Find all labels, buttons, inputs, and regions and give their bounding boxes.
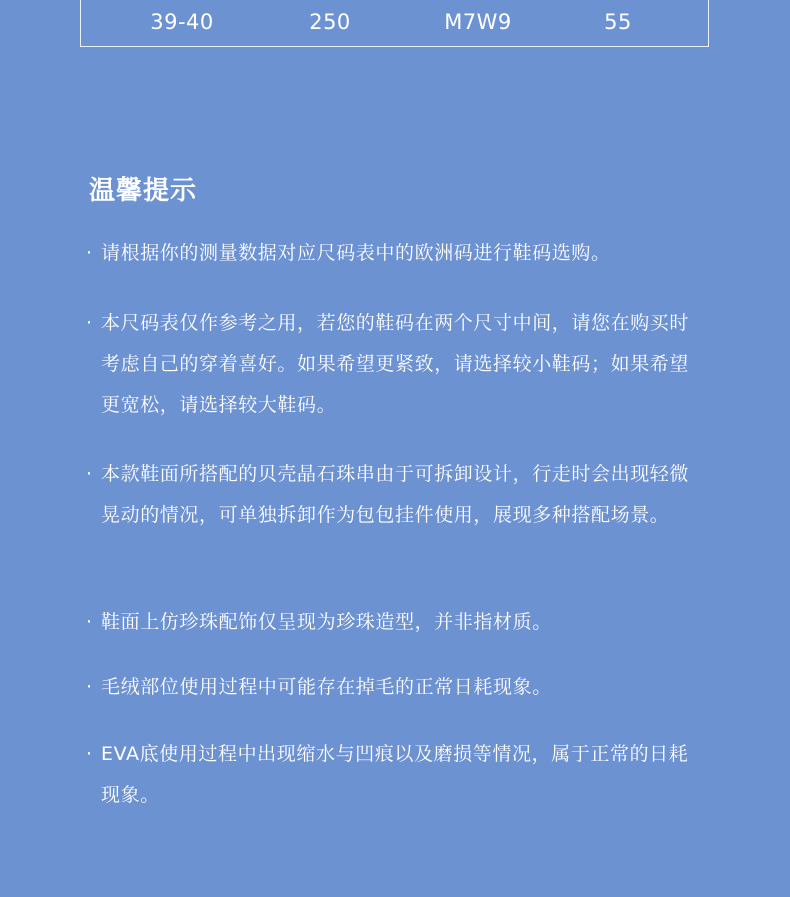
table-row: [81, 5, 708, 39]
bullet: ·: [86, 312, 93, 334]
tip-text: 本款鞋面所搭配的贝壳晶石珠串由于可拆卸设计，行走时会出现轻微晃动的情况，可单独拆卸作为包包挂件使用，展现多种搭配场景。: [101, 463, 690, 526]
tip-text: 请根据你的测量数据对应尺码表中的欧洲码进行鞋码选购。: [101, 242, 611, 264]
size-cell-value: 55: [604, 10, 632, 34]
size-table: [80, 0, 709, 47]
tip-text: 毛绒部位使用过程中可能存在掉毛的正常日耗现象。: [101, 676, 552, 698]
bullet: ·: [86, 743, 93, 765]
tip-item: [86, 602, 706, 643]
tip-text: 鞋面上仿珍珠配饰仅呈现为珍珠造型，并非指材质。: [101, 611, 552, 633]
tip-item: [86, 454, 706, 536]
bullet: ·: [86, 676, 93, 698]
size-cell-us-size: M7W9: [444, 10, 512, 34]
tip-item: [86, 667, 706, 708]
tip-item: [86, 233, 706, 274]
bullet: ·: [86, 463, 93, 485]
tip-text: EVA底使用过程中出现缩水与凹痕以及磨损等情况，属于正常的日耗现象。: [101, 743, 689, 806]
tip-item: [86, 734, 706, 816]
bullet: ·: [86, 611, 93, 633]
bullet: ·: [86, 242, 93, 264]
tip-item: [86, 303, 706, 426]
size-cell-foot-length: 250: [309, 10, 351, 34]
tips-title: 温馨提示: [89, 176, 198, 206]
tip-text: 本尺码表仅作参考之用，若您的鞋码在两个尺寸中间，请您在购买时考虑自己的穿着喜好。如果希望更紧致，请选择较小鞋码；如果希望更宽松，请选择较大鞋码。: [101, 312, 690, 416]
size-cell-eu-size: 39-40: [150, 10, 214, 34]
